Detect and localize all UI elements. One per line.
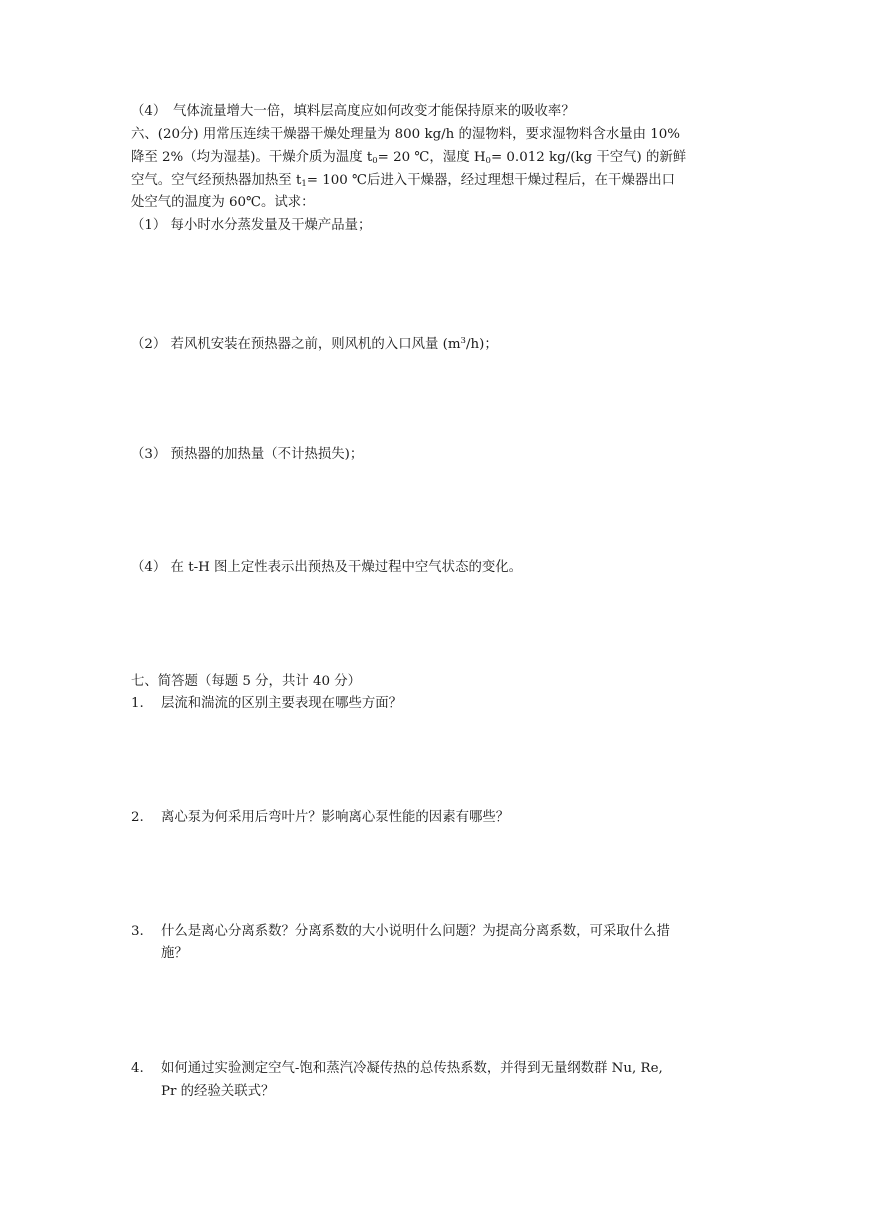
q7-item-2-text: 离心泵为何采用后弯叶片？影响离心泵性能的因素有哪些？ xyxy=(161,810,510,825)
q7-item-4-cont: Pr 的经验关联式？ xyxy=(161,1084,275,1099)
q6-line2-b: = 20 ℃，湿度 H xyxy=(377,150,486,165)
q7-item-4-num: 4. xyxy=(131,1061,144,1076)
q7-item-3-text: 什么是离心分离系数？分离系数的大小说明什么问题？为提高分离系数，可采取什么措 xyxy=(161,924,670,939)
q6-part1: （1） 每小时水分蒸发量及干燥产品量； xyxy=(131,218,372,233)
q6-line2-c: = 0.012 kg/(kg 干空气) 的新鲜 xyxy=(490,150,687,165)
q6-line2-a: 降至 2%（均为湿基)。干燥介质为温度 t xyxy=(131,150,373,165)
q6-line1: 六、(20分) 用常压连续干燥器干燥处理量为 800 kg/h 的湿物料，要求湿物料含水量由 10% xyxy=(131,127,681,142)
q7-heading: 七、简答题（每题 5 分，共计 40 分） xyxy=(131,674,362,689)
q6-part2-a: （2） 若风机安装在预热器之前，则风机的入口风量 (m xyxy=(131,337,461,352)
q7-item-2-num: 2. xyxy=(131,810,144,825)
q6-line3-sub: 1 xyxy=(301,179,307,189)
q7-item-1-num: 1. xyxy=(131,696,144,711)
q7-item-1 xyxy=(131,694,402,714)
q6-part2-b: /h)； xyxy=(465,337,498,352)
q6-line2-sub: 0 xyxy=(372,156,378,166)
q6-part2-sup: 3 xyxy=(460,336,466,346)
q6-line2 xyxy=(131,148,686,171)
q7-item-3 xyxy=(131,922,670,942)
q6-part4: （4） 在 t-H 图上定性表示出预热及干燥过程中空气状态的变化。 xyxy=(131,560,523,575)
q7-item-4-text: 如何通过实验测定空气-饱和蒸汽冷凝传热的总传热系数，并得到无量纲数群 Nu, Re, xyxy=(161,1061,663,1076)
q6-part3: （3） 预热器的加热量（不计热损失)； xyxy=(131,447,364,462)
q6-part2 xyxy=(131,331,498,355)
q7-item-4 xyxy=(131,1059,663,1079)
q7-item-3-num: 3. xyxy=(131,924,144,939)
q6-line2-sub2: 0 xyxy=(485,156,491,166)
q7-item-2 xyxy=(131,808,509,828)
q5-part4: （4） 气体流量增大一倍，填料层高度应如何改变才能保持原来的吸收率？ xyxy=(131,104,575,119)
q7-item-3-cont: 施？ xyxy=(161,946,188,961)
q6-line3 xyxy=(131,171,675,194)
q6-line3-a: 空气。空气经预热器加热至 t xyxy=(131,173,302,188)
q6-line3-b: = 100 ℃后进入干燥器，经过理想干燥过程后，在干燥器出口 xyxy=(306,173,676,188)
q6-line4: 处空气的温度为 60℃。试求： xyxy=(131,195,315,210)
q7-item-1-text: 层流和湍流的区别主要表现在哪些方面？ xyxy=(161,696,403,711)
